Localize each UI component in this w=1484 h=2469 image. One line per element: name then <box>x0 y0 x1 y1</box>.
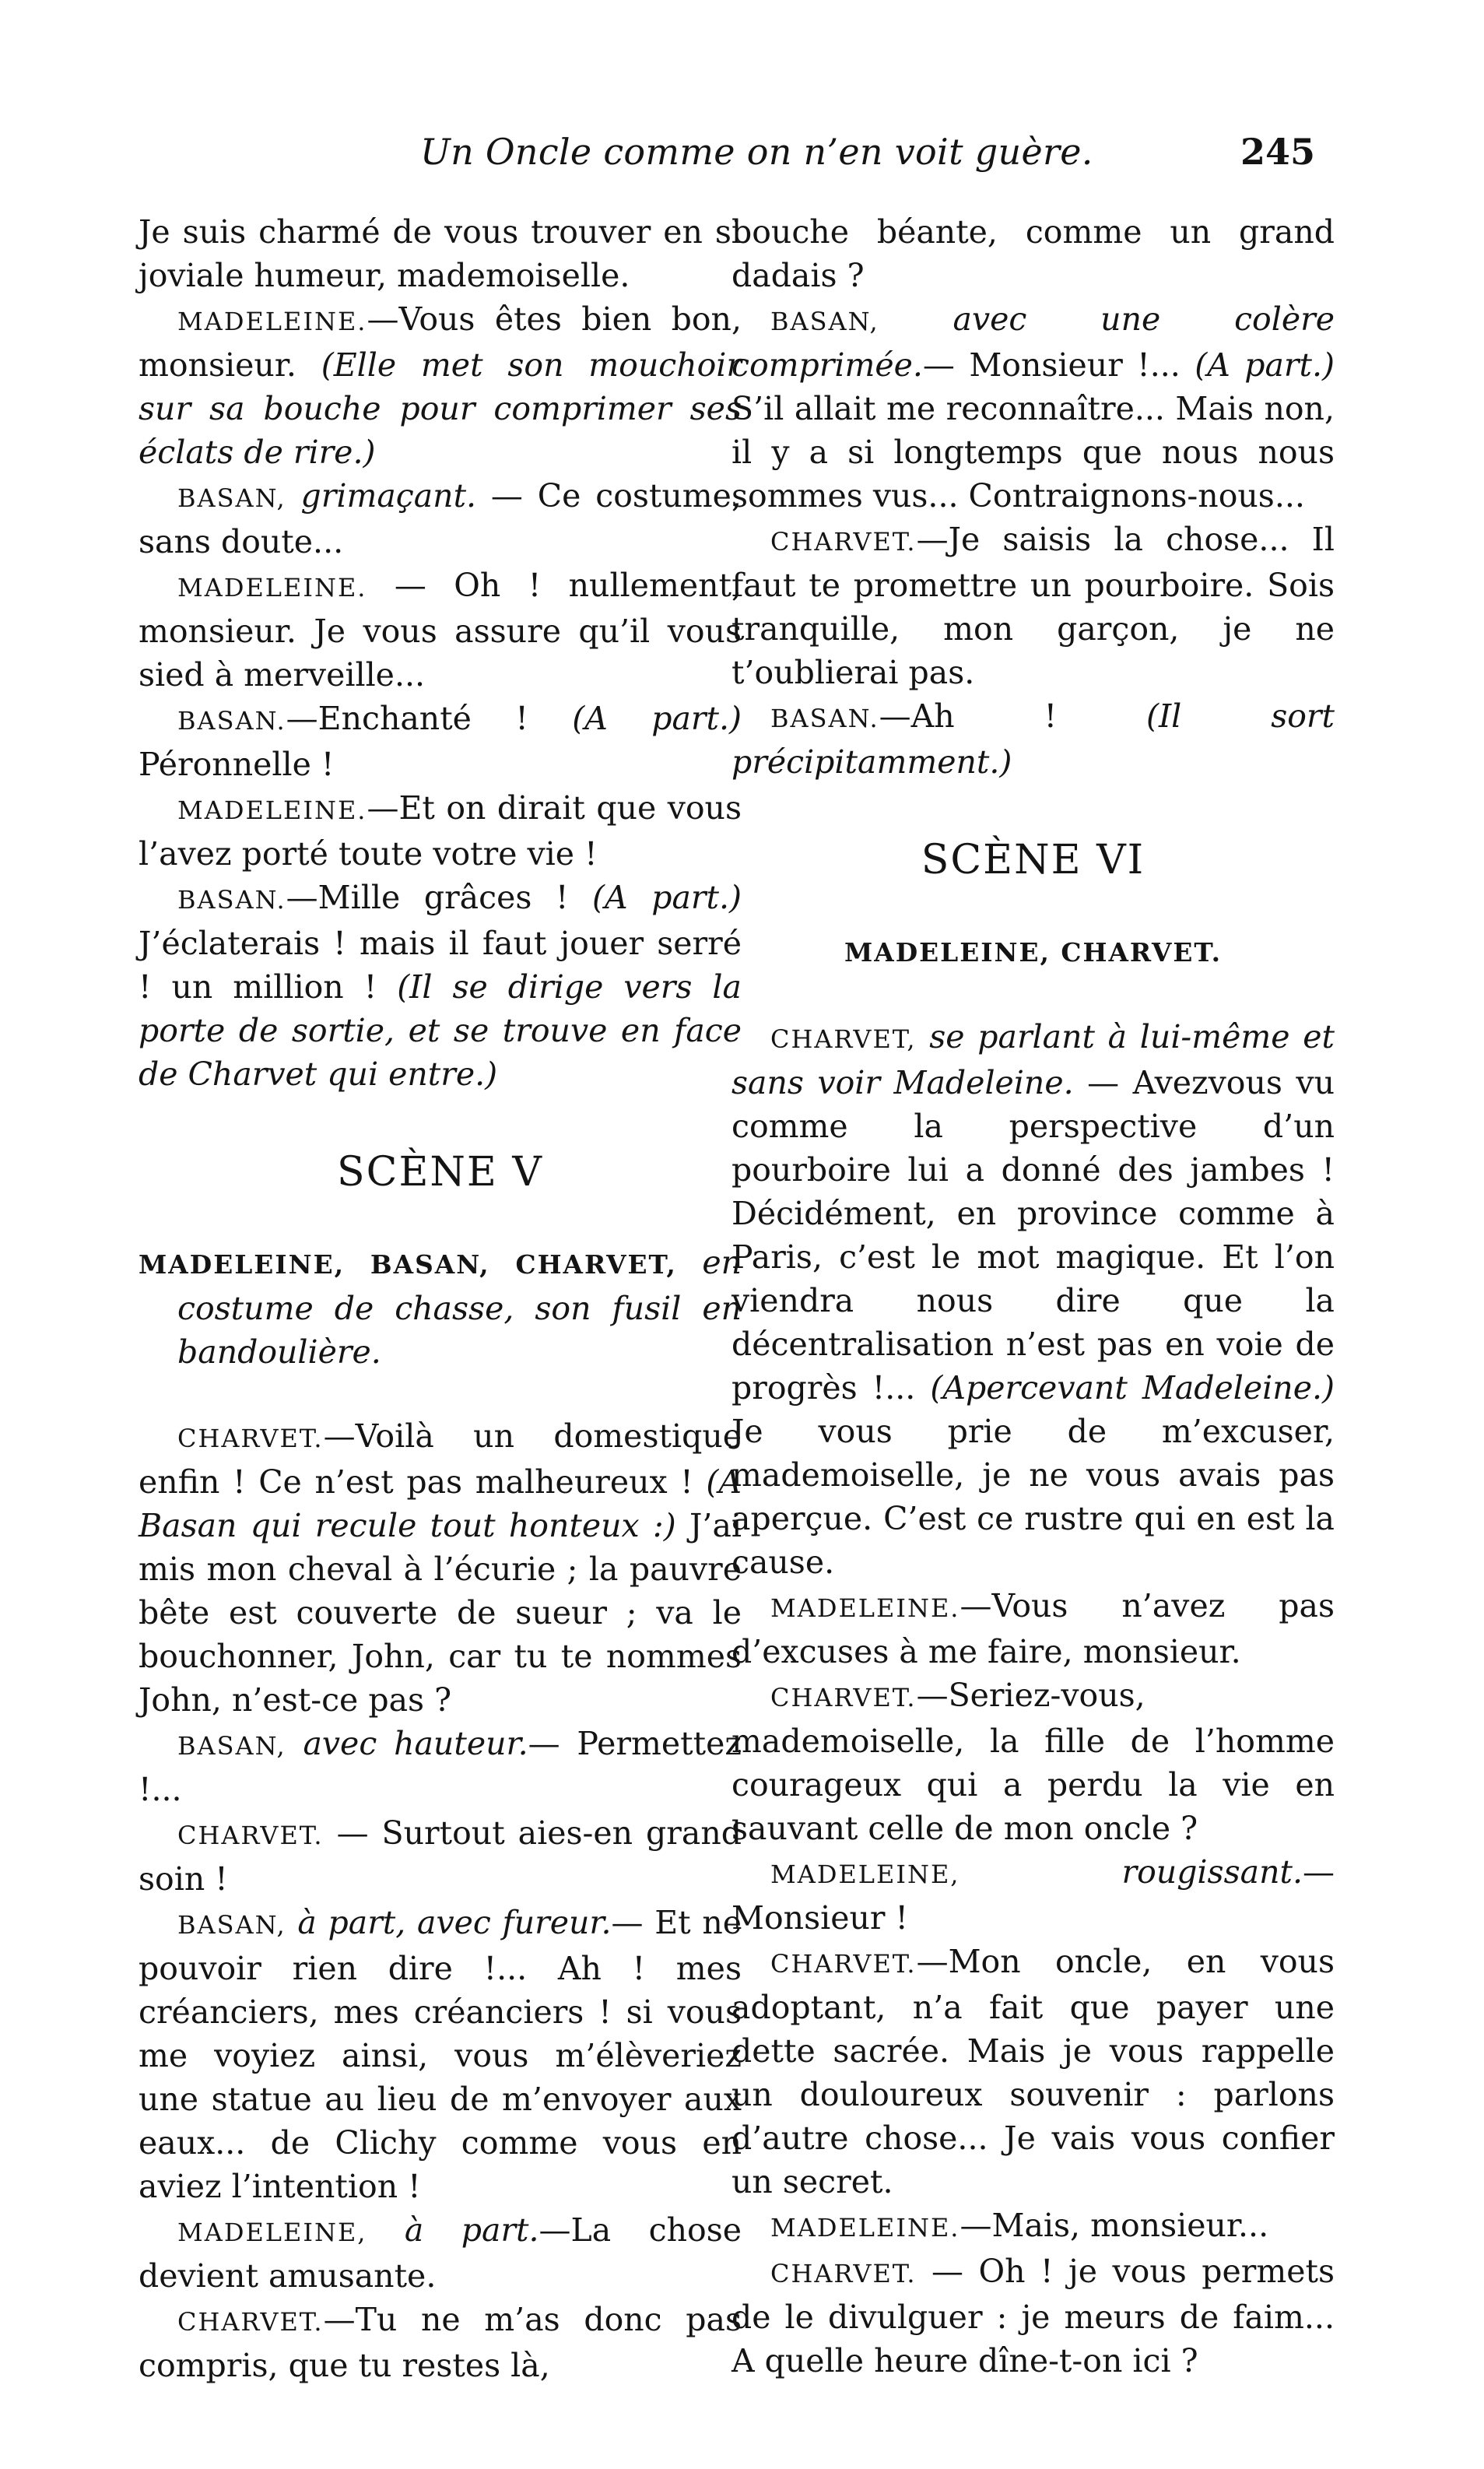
dramatis-personae <box>139 1241 742 1374</box>
dialogue-text: —Monsieur ! <box>731 1853 1335 1937</box>
dialogue-text: Je vous prie de m’excuser, mademoiselle, je ne vous avais pas aperçue. C’est ce rustre qui en est la cause. <box>731 1413 1335 1581</box>
dialogue-text: Je suis charmé de vous trouver en si joviale humeur, mademoiselle. <box>139 213 742 294</box>
speech <box>731 1015 1335 1584</box>
speaker-name: CHARVET. <box>770 1683 917 1712</box>
right-column <box>731 210 1335 2383</box>
stage-direction: rougissant. <box>960 1853 1303 1891</box>
stage-direction: en costume de chasse, son fusil en bandoulière. <box>177 1244 742 1371</box>
dialogue-text: — Ce costume, sans doute... <box>139 477 742 560</box>
speaker-name: CHARVET. <box>770 2259 917 2288</box>
dialogue-text: —Ah ! <box>879 697 1146 735</box>
dialogue-text: bouche béante, comme un grand dadais ? <box>731 213 1335 294</box>
speech <box>731 694 1335 784</box>
dialogue-text: Péronnelle ! <box>139 746 335 783</box>
dialogue-text: — Monsieur !... <box>922 346 1195 384</box>
speech <box>731 297 1335 518</box>
speaker-name: CHARVET. <box>770 1949 917 1979</box>
stage-direction: (A Basan qui recule tout honteux :) <box>139 1463 742 1544</box>
stage-direction: se parlant à lui-même et sans voir Madeleine. <box>731 1018 1335 1101</box>
stage-direction: (Il sort précipitamment.) <box>731 697 1335 781</box>
speech <box>139 2208 742 2298</box>
page-number: 245 <box>1240 131 1315 173</box>
speaker-name: MADELEINE. <box>770 1593 960 1623</box>
speaker-name: CHARVET. <box>177 1821 324 1850</box>
dialogue-text: — Surtout aies-en grand soin ! <box>139 1814 742 1898</box>
speaker-name: MADELEINE. <box>770 2213 960 2242</box>
dialogue-text: —Et on dirait que vous l’avez porté toute votre vie ! <box>139 789 742 873</box>
speech <box>139 876 742 1096</box>
speaker-name: MADELEINE, <box>770 1860 960 1889</box>
scene-title: SCÈNE V <box>337 1149 543 1196</box>
dialogue-text: J’éclaterais ! mais il faut jouer serré ! un million ! <box>139 925 742 1006</box>
stage-direction: avec hauteur. <box>286 1725 528 1762</box>
speaker-name: CHARVET. <box>177 2307 324 2337</box>
stage-direction: (A part.) <box>1195 346 1335 384</box>
dialogue-text: —Mille grâces ! <box>286 879 593 916</box>
dialogue-text: — Oh ! je vous permets de le divulguer : je meurs de faim... A quelle heure dîne-t-on ici ? <box>731 2253 1335 2379</box>
dialogue-text: —Mon oncle, en vous adoptant, n’a fait que payer une dette sacrée. Mais je vous rappelle un douloureux souvenir : parlons d’autre chose... Je vais vous confier un secret. <box>731 1943 1335 2200</box>
character-names: MADELEINE, BASAN, CHARVET, <box>139 1249 677 1280</box>
stage-direction: avec une colère comprimée. <box>731 300 1335 384</box>
dialogue-text: —Mais, monsieur... <box>960 2207 1269 2244</box>
scene-title: SCÈNE VI <box>921 837 1145 883</box>
speaker-name: CHARVET, <box>770 1024 917 1054</box>
stage-direction: (Apercevant Madeleine.) <box>930 1369 1335 1407</box>
dramatis-personae <box>731 929 1335 975</box>
stage-direction: (Elle met son mouchoir sur sa bouche pour comprimer ses éclats de rire.) <box>139 346 742 471</box>
speaker-name: CHARVET. <box>770 527 917 557</box>
dialogue-text: — Permettez !... <box>139 1725 742 1808</box>
dialogue-text: —Seriez-vous, mademoiselle, la fille de l’homme courageux qui a perdu la vie en sauvant celle de mon oncle ? <box>731 1677 1335 1847</box>
dialogue-text: —Vous n’avez pas d’excuses à me faire, monsieur. <box>731 1587 1335 1670</box>
speaker-name: BASAN, <box>177 1731 286 1761</box>
dialogue-text: —Enchanté ! <box>286 700 573 737</box>
speaker-name: MADELEINE. <box>177 573 367 602</box>
speech <box>139 564 742 697</box>
running-title: Un Oncle comme on n’en voit guère. <box>420 131 1093 173</box>
page-header <box>420 131 1315 187</box>
stage-direction: à part, avec fureur. <box>286 1904 612 1941</box>
speaker-name: BASAN, <box>770 307 879 336</box>
speech <box>139 1901 742 2208</box>
stage-direction: grimaçant. <box>286 477 477 515</box>
dialogue-text: —Voilà un domestique enfin ! Ce n’est pas malheureux ! <box>139 1417 742 1501</box>
speaker-name: BASAN. <box>177 706 286 736</box>
speaker-name: MADELEINE. <box>177 795 367 825</box>
speech <box>731 1584 1335 1674</box>
speech <box>731 1850 1335 1940</box>
speech <box>139 697 742 786</box>
stage-direction: (A part.) <box>592 879 742 916</box>
speaker-name: BASAN. <box>177 885 286 915</box>
continued-text <box>139 210 742 297</box>
speaker-name: MADELEINE. <box>177 307 367 336</box>
dialogue-text: —Tu ne m’as donc pas compris, que tu restes là, <box>139 2301 742 2384</box>
speaker-name: BASAN, <box>177 1910 286 1940</box>
left-column <box>139 210 742 2387</box>
stage-direction: (Il se dirige vers la porte de sortie, et se trouve en face de Charvet qui entre.) <box>139 968 742 1093</box>
speech <box>139 786 742 876</box>
dialogue-text: —Vous êtes bien bon, monsieur. <box>139 300 742 384</box>
stage-direction: (A part.) <box>572 700 742 737</box>
speaker-name: CHARVET. <box>177 1424 324 1453</box>
dialogue-text: —La chose devient amusante. <box>139 2211 742 2295</box>
speech <box>731 1940 1335 2204</box>
speaker-name: BASAN, <box>177 483 286 513</box>
speech <box>731 2249 1335 2383</box>
dialogue-text: S’il allait me reconnaître... Mais non, il y a si longtemps que nous nous sommes vus... Contraignons-nous... <box>731 390 1335 515</box>
speech <box>139 297 742 474</box>
speech <box>731 2204 1335 2249</box>
speaker-name: MADELEINE, <box>177 2218 367 2247</box>
speech <box>139 1722 742 1811</box>
speech <box>139 1414 742 1722</box>
speech <box>731 518 1335 694</box>
speech <box>731 1674 1335 1850</box>
speech <box>139 474 742 564</box>
dialogue-text: — Avezvous vu comme la perspective d’un pourboire lui a donné des jambes ! Décidément, en province comme à Paris, c’est le mot magique. Et l’on viendra nous dire que la décentralisation n’est pas en voie de progrès !... <box>731 1064 1335 1407</box>
continued-text <box>731 210 1335 297</box>
dialogue-text: J’ai mis mon cheval à l’écurie ; la pauvre bête est couverte de sueur ; va le bouchonner, John, car tu te nommes John, n’est-ce pas ? <box>139 1507 742 1719</box>
speaker-name: BASAN. <box>770 704 879 733</box>
dialogue-text: — Oh ! nullement, monsieur. Je vous assure qu’il vous sied à merveille... <box>139 567 742 694</box>
speech <box>139 1811 742 1901</box>
speech <box>139 2298 742 2387</box>
character-names: MADELEINE, CHARVET. <box>844 937 1223 968</box>
dialogue-text: — Et ne pouvoir rien dire !... Ah ! mes créanciers, mes créanciers ! si vous me voyiez ainsi, vous m’élèveriez une statue au lieu de m’envoyer aux eaux... de Clichy comme vous en aviez l’intention ! <box>139 1904 742 2205</box>
dialogue-text: —Je saisis la chose... Il faut te promettre un pourboire. Sois tranquille, mon garçon, je ne t’oublierai pas. <box>731 521 1335 691</box>
stage-direction: à part. <box>367 2211 539 2249</box>
